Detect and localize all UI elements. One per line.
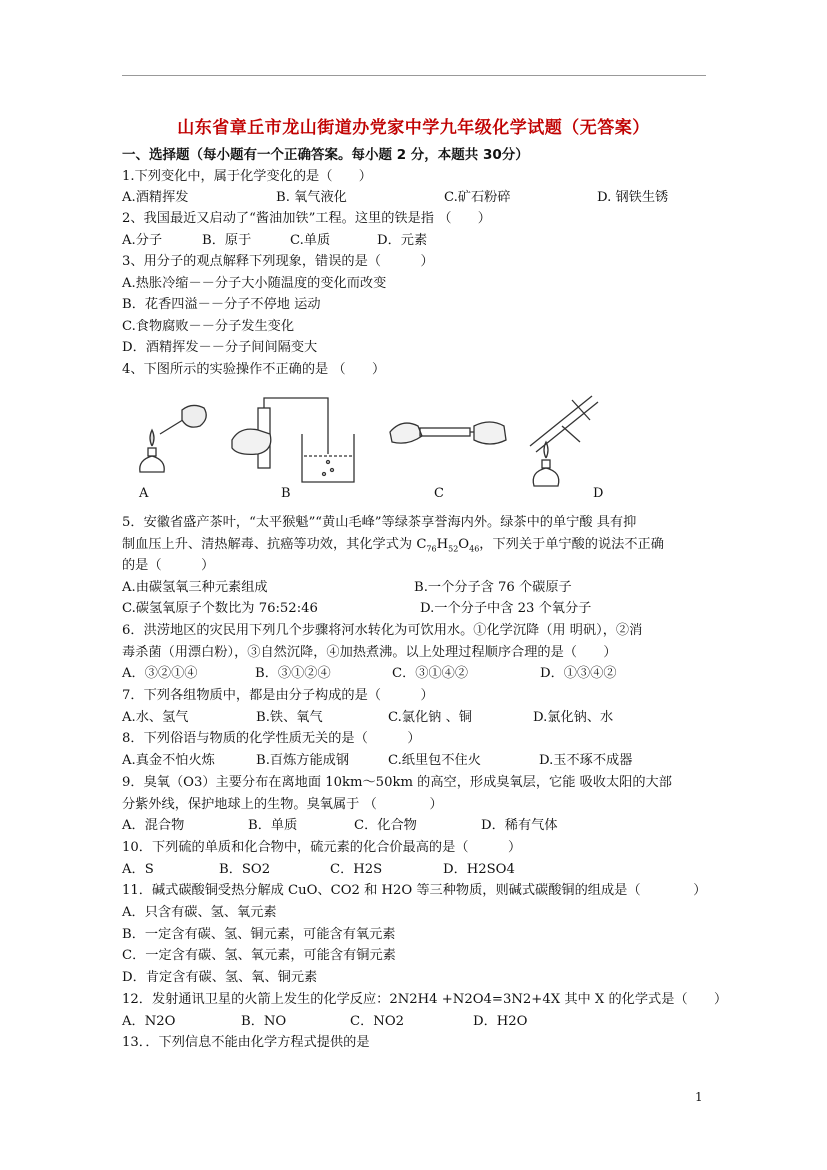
figure-d-heating-tube xyxy=(530,396,598,486)
q10-option-a: A．S xyxy=(122,862,154,877)
lab-operations-figure xyxy=(122,390,642,502)
figure-label-d: D xyxy=(593,486,604,501)
question-10: 10．下列硫的单质和化合物中，硫元素的化合价最高的是（ ） xyxy=(122,840,522,855)
q5-option-a: A.由碳氢氧三种元素组成 xyxy=(122,580,268,595)
question-6-line-1: 6．洪涝地区的灾民用下列几个步骤将河水转化为可饮用水。①化学沉降（用 明矾），②消 xyxy=(122,623,643,638)
q12-option-c: C．NO2 xyxy=(350,1014,405,1029)
q3-option-d: D．酒精挥发－－分子间间隔变大 xyxy=(122,340,318,355)
figure-c-tube-insertion xyxy=(390,422,506,444)
q8-option-b: B.百炼方能成钢 xyxy=(256,753,350,768)
question-5-line-1: 5．安徽省盛产茶叶，“太平猴魁”“黄山毛峰”等绿茶享誉海内外。绿茶中的单宁酸 具有抑 xyxy=(122,515,637,530)
q1-option-b: B. 氧气液化 xyxy=(276,190,347,205)
q6-option-a: A．③②①④ xyxy=(122,666,198,681)
question-5-line-3: 的是（ ） xyxy=(122,558,215,573)
q11-option-a: A．只含有碳、氢、氧元素 xyxy=(122,905,277,920)
question-2: 2、我国最近又启动了“酱油加铁”工程。这里的铁是指 （ ） xyxy=(122,211,491,226)
q3-option-a: A.热胀冷缩－－分子大小随温度的变化而改变 xyxy=(122,276,387,291)
question-5-line-2: 制血压上升、清热解毒、抗癌等功效，其化学式为 $C_{76}H_{52}O_{46}$，下列关于单宁酸的说法不正确 xyxy=(122,537,664,554)
q1-option-a: A.酒精挥发 xyxy=(122,190,189,205)
q1-option-d: D. 钢铁生锈 xyxy=(597,190,669,205)
q2-option-a: A.分子 xyxy=(122,233,163,248)
q1-option-c: C.矿石粉碎 xyxy=(444,190,511,205)
q9-option-c: C．化合物 xyxy=(354,818,417,833)
section-heading: 一、选择题（每小题有一个正确答案。每小题 2 分，本题共 30分） xyxy=(122,147,529,163)
q7-option-c: C.氯化钠 、铜 xyxy=(388,710,472,725)
q7-option-b: B.铁、氧气 xyxy=(256,710,323,725)
question-9-line-2: 分紫外线，保护地球上的生物。臭氧属于 （ ） xyxy=(122,797,443,812)
q9-option-a: A．混合物 xyxy=(122,818,185,833)
q12-option-a: A．N2O xyxy=(122,1014,176,1029)
q3-option-c: C.食物腐败－－分子发生变化 xyxy=(122,319,295,334)
q5-option-c: C.碳氢氧原子个数比为 76:52:46 xyxy=(122,601,318,616)
question-6-line-2: 毒杀菌（用漂白粉），③自然沉降，④加热煮沸。以上处理过程顺序合理的是（ ） xyxy=(122,645,617,660)
q12-option-d: D．H2O xyxy=(473,1014,528,1029)
question-12: 12．发射通讯卫星的火箭上发生的化学反应：2N2H4 +N2O4=3N2+4X 其中 X 的化学式是（ ） xyxy=(122,992,728,1007)
page-number: 1 xyxy=(695,1090,703,1104)
q11-option-c: C．一定含有碳、氢、氧元素，可能含有铜元素 xyxy=(122,948,396,963)
question-13: 13．．下列信息不能由化学方程式提供的是 xyxy=(122,1035,370,1050)
question-9-line-1: 9．臭氧（O3）主要分布在离地面 10km～50km 的高空，形成臭氧层，它能 吸收太阳的大部 xyxy=(122,775,672,790)
header-rule xyxy=(122,75,706,76)
q6-option-b: B．③①②④ xyxy=(255,666,331,681)
q3-option-b: B．花香四溢－－分子不停地 运动 xyxy=(122,297,321,312)
question-1: 1.下列变化中，属于化学变化的是（ ） xyxy=(122,169,372,184)
q7-option-a: A.水、氢气 xyxy=(122,710,189,725)
q12-option-b: B．NO xyxy=(241,1014,287,1029)
q10-option-d: D．H2SO4 xyxy=(443,862,515,877)
q9-option-d: D．稀有气体 xyxy=(481,818,558,833)
q2-option-c: C.单质 xyxy=(290,233,331,248)
q11-option-b: B．一定含有碳、氢、铜元素，可能含有氧元素 xyxy=(122,927,396,942)
q5-option-b: B.一个分子含 76 个碳原子 xyxy=(414,580,572,595)
q9-option-b: B．单质 xyxy=(248,818,298,833)
q6-option-d: D．①③④② xyxy=(540,666,617,681)
figure-b-airtight-check xyxy=(232,398,354,482)
question-3: 3、用分子的观点解释下列现象，错误的是（ ） xyxy=(122,254,434,269)
page-title: 山东省章丘市龙山街道办党家中学九年级化学试题（无答案） xyxy=(177,118,650,138)
q8-option-c: C.纸里包不住火 xyxy=(388,753,481,768)
q5-option-d: D.一个分子中含 23 个氧分子 xyxy=(420,601,592,616)
q2-option-b: B．原于 xyxy=(202,233,252,248)
q6-option-c: C．③①④② xyxy=(392,666,469,681)
q11-option-d: D．肯定含有碳、氢、氧、铜元素 xyxy=(122,970,318,985)
figure-label-a: A xyxy=(139,486,149,501)
q8-option-d: D.玉不琢不成器 xyxy=(539,753,633,768)
q7-option-d: D.氯化钠、水 xyxy=(533,710,614,725)
figure-a-alcohol-lamp xyxy=(140,405,207,472)
question-11: 11．碱式碳酸铜受热分解成 CuO、CO2 和 H2O 等三种物质，则碱式碳酸铜的组成是（ ） xyxy=(122,883,707,898)
question-8: 8．下列俗语与物质的化学性质无关的是（ ） xyxy=(122,731,421,746)
q10-option-b: B．SO2 xyxy=(219,862,271,877)
question-7: 7．下列各组物质中，都是由分子构成的是（ ） xyxy=(122,688,434,703)
q10-option-c: C．H2S xyxy=(330,862,383,877)
figure-label-b: B xyxy=(281,486,291,501)
q8-option-a: A.真金不怕火炼 xyxy=(122,753,215,768)
q2-option-d: D．元素 xyxy=(377,233,428,248)
question-4: 4、下图所示的实验操作不正确的是 （ ） xyxy=(122,362,386,377)
figure-label-c: C xyxy=(434,486,444,501)
